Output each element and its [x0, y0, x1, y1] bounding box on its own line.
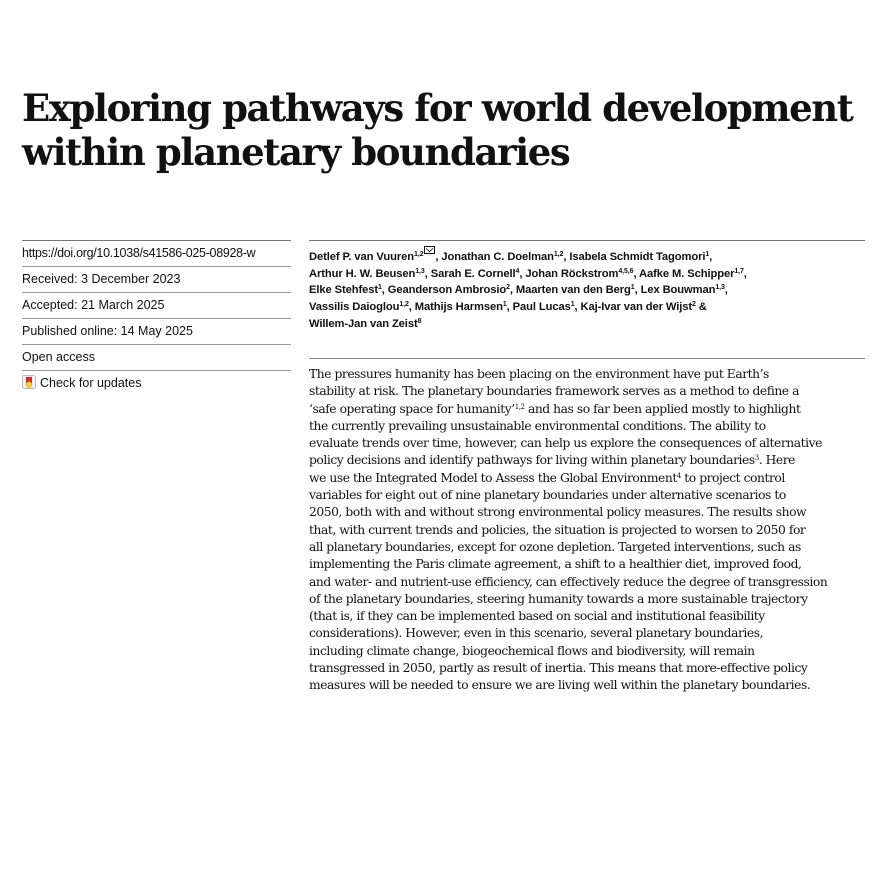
- abstract-line: [309, 452, 879, 469]
- author-name: , Jonathan C. Doelman: [435, 251, 554, 263]
- citation-marker[interactable]: 4: [676, 471, 681, 480]
- received-row: [22, 267, 291, 293]
- author-name: ,: [709, 251, 713, 263]
- author-name: ,: [743, 267, 747, 280]
- author-name: &: [695, 301, 707, 314]
- abstract-text: of the planetary boundaries, steering humanity towards a more sustainable trajectory: [309, 591, 808, 606]
- check-updates-row[interactable]: [22, 371, 291, 396]
- author-name: , Isabela Schmidt Tagomori: [563, 251, 706, 263]
- affiliation-marker: 4,5,6: [618, 267, 634, 275]
- abstract-text: 2050, both with and without strong environmental policy measures. The results show: [309, 505, 807, 520]
- abstract-text: we use the Integrated Model to Assess the Global Environment: [309, 470, 677, 485]
- published-row: [22, 319, 291, 345]
- abstract-text: variables for eight out of nine planetary boundaries under alternative scenarios to: [309, 488, 786, 503]
- author-name: Vassilis Daioglou: [309, 301, 400, 314]
- title-line-2: within planetary boundaries: [22, 130, 570, 174]
- author-name: , Maarten van den Berg: [509, 284, 631, 297]
- author-line: [309, 266, 865, 283]
- author-name: , Lex Bouwman: [634, 284, 716, 297]
- author-name: , Sarah E. Cornell: [424, 267, 516, 280]
- abstract-text: ‘safe operating space for humanity’: [309, 401, 515, 416]
- abstract-text: the currently prevailing unsustainable environmental conditions. The ability to: [309, 418, 766, 433]
- abstract-line: [309, 556, 879, 573]
- doi-row: [22, 241, 291, 267]
- received-date: Received: 3 December 2023: [22, 272, 181, 286]
- email-icon[interactable]: [424, 246, 435, 254]
- open-access-row: [22, 345, 291, 371]
- abstract-line: [309, 591, 879, 608]
- author-line: [309, 299, 865, 316]
- author-name: Willem-Jan van Zeist: [309, 317, 418, 330]
- accepted-row: [22, 293, 291, 319]
- author-line: [309, 316, 865, 333]
- abstract-text: evaluate trends over time, however, can help us explore the consequences of alternative: [309, 436, 822, 451]
- abstract-text: to project control: [680, 470, 785, 485]
- abstract-line: [309, 625, 879, 642]
- author-name: Elke Stehfest: [309, 284, 378, 297]
- author-name: , Aafke M. Schipper: [633, 267, 735, 280]
- abstract-text: all planetary boundaries, except for ozone depletion. Targeted interventions, such as: [309, 539, 801, 554]
- abstract-line: [309, 660, 879, 677]
- abstract-text: transgressed in 2050, partly as result of inertia. This means that more-effective policy: [309, 661, 808, 676]
- abstract-line: [309, 435, 879, 452]
- author-name: , Mathijs Harmsen: [408, 301, 503, 314]
- citation-marker[interactable]: 1,2: [514, 402, 525, 411]
- author-line: [309, 246, 865, 266]
- check-for-updates-link[interactable]: Check for updates: [40, 376, 142, 390]
- affiliation-marker: 1,2: [413, 251, 424, 258]
- abstract-line: [309, 677, 879, 694]
- affiliation-marker: 1,3: [415, 267, 425, 275]
- author-name: , Johan Röckstrom: [519, 267, 619, 280]
- affiliation-marker: 8: [417, 317, 422, 325]
- open-access-label: Open access: [22, 350, 95, 364]
- abstract-text: . Here: [758, 453, 796, 468]
- abstract-line: [309, 539, 879, 556]
- affiliation-marker: 1: [630, 284, 635, 292]
- affiliation-marker: 1,2: [553, 251, 564, 258]
- abstract: [309, 366, 879, 695]
- article-metadata: [22, 240, 291, 396]
- abstract-text: The pressures humanity has been placing on the environment have put Earth’s: [309, 367, 769, 381]
- affiliation-marker: 1: [705, 251, 710, 258]
- abstract-text: including climate change, biogeochemical flows and biodiversity, will remain: [309, 643, 755, 658]
- author-name: Arthur H. W. Beusen: [309, 267, 416, 280]
- abstract-text: and has so far been applied mostly to highlight: [524, 401, 801, 416]
- abstract-line: [309, 522, 879, 539]
- abstract-text: measures will be needed to ensure we are living well within the planetary boundaries.: [309, 678, 811, 693]
- abstract-text: stability at risk. The planetary boundaries framework serves as a method to define a: [309, 384, 799, 399]
- abstract-text: implementing the Paris climate agreement, a shift to a healthier diet, improved food,: [309, 557, 802, 572]
- author-line: [309, 282, 865, 299]
- affiliation-marker: 2: [692, 301, 696, 309]
- author-name: , Kaj-Ivar van der Wijst: [574, 301, 692, 314]
- affiliation-marker: 1,7: [734, 267, 744, 275]
- article-title: [22, 86, 872, 174]
- abstract-line: [309, 487, 879, 504]
- affiliation-marker: 1: [502, 301, 507, 309]
- abstract-text: policy decisions and identify pathways for living within planetary boundaries: [309, 453, 755, 468]
- abstract-text: that, with current trends and policies, the situation is projected to worsen to 2050 for: [309, 522, 806, 537]
- affiliation-marker: 1,2: [399, 301, 409, 309]
- citation-marker[interactable]: 3: [754, 454, 759, 463]
- accepted-date: Accepted: 21 March 2025: [22, 298, 165, 312]
- abstract-text: and water- and nutrient-use efficiency, can effectively reduce the degree of transgression: [309, 574, 828, 589]
- abstract-line: [309, 366, 879, 383]
- abstract-line: [309, 608, 879, 625]
- author-name: , Paul Lucas: [506, 301, 571, 314]
- title-line-1: Exploring pathways for world development: [22, 86, 853, 130]
- author-list: [309, 240, 865, 333]
- abstract-text: (that is, if they can be implemented based on social and institutional feasibility: [309, 609, 765, 624]
- author-name: Detlef P. van Vuuren: [309, 251, 414, 263]
- abstract-text: considerations). However, even in this scenario, several planetary boundaries,: [309, 626, 764, 641]
- published-date: Published online: 14 May 2025: [22, 324, 193, 338]
- crossmark-icon[interactable]: [22, 373, 36, 387]
- abstract-line: [309, 383, 879, 400]
- author-name: , Geanderson Ambrosio: [381, 284, 507, 297]
- affiliation-marker: 4: [515, 267, 520, 275]
- abstract-line: [309, 470, 879, 487]
- affiliation-marker: 2: [506, 284, 510, 292]
- abstract-line: [309, 504, 879, 521]
- abstract-line: [309, 643, 879, 660]
- doi-link[interactable]: https://doi.org/10.1038/s41586-025-08928-w: [22, 246, 256, 260]
- affiliation-marker: 1,3: [715, 284, 725, 292]
- abstract-divider: [309, 358, 865, 359]
- affiliation-marker: 1: [570, 301, 575, 309]
- abstract-line: [309, 418, 879, 435]
- abstract-line: [309, 401, 879, 418]
- author-name: ,: [724, 284, 728, 297]
- abstract-line: [309, 574, 879, 591]
- affiliation-marker: 1: [377, 284, 382, 292]
